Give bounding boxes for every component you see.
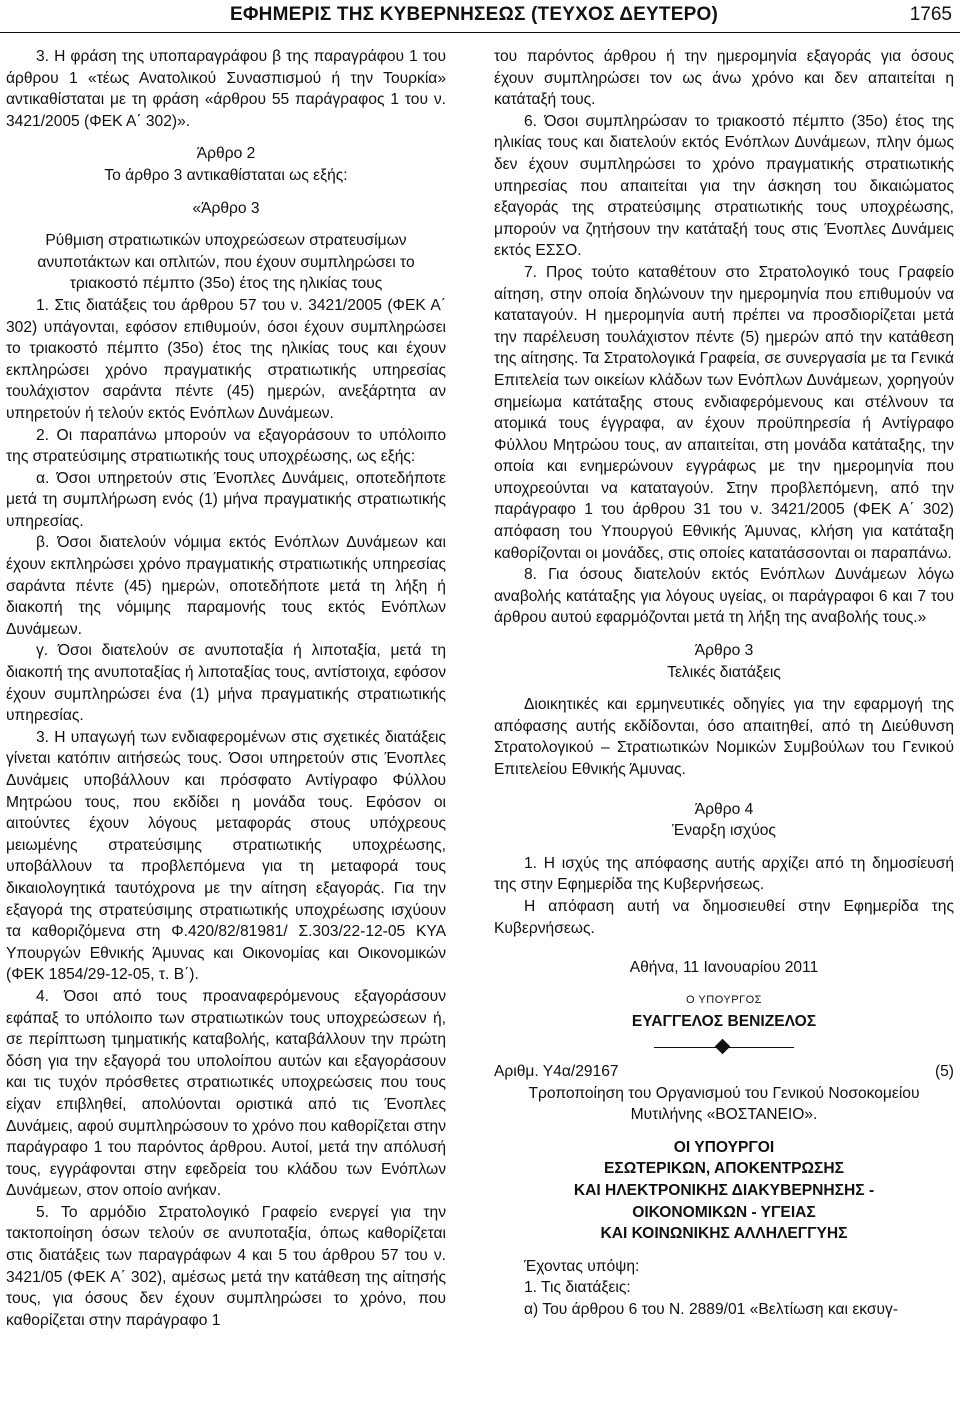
paragraph: 8. Για όσους διατελούν εκτός Ενόπλων Δυνάμεων λόγω αναβολής κατάταξης για λόγους υγείας, οι παράγραφοι 6 και 7 του άρθρου αυτού εφαρμόζονται μετά τη λήξη της αναβολής τους.» bbox=[494, 566, 954, 627]
paragraph: 5. Το αρμόδιο Στρατολογικό Γραφείο ενεργεί για την τακτοποίηση όσων τελούν σε ανυποταξία, όπως καθορίζεται στις διατάξεις των παραγράφων 4 και 5 του άρθρου 57 του ν. 3421/05 (ΦΕΚ Α΄ 302), αμέσως μετά την κατάθεση της αίτησής τους, για όσους δεν έχουν συμπληρώσει το χρόνο, που καθορίζεται στην παράγραφο 1 bbox=[6, 1203, 446, 1329]
minister-label: Ο ΥΠΟΥΡΓΟΣ bbox=[686, 993, 762, 1006]
paragraph: γ. Όσοι διατελούν σε ανυποταξία ή λιποταξία, μετά τη διακοπή της ανυποταξίας ή λιποταξίας τους, αντίστοιχα, εφόσον έχουν συμπληρώσει ένα (1) μήνα πραγματικής στρατιωτικής υπηρεσίας. bbox=[6, 642, 446, 725]
ministers-heading-line: ΚΑΙ ΗΛΕΚΤΡΟΝΙΚΗΣ ΔΙΑΚΥΒΕΡΝΗΣΗΣ - bbox=[573, 1181, 875, 1199]
paragraph: 7. Προς τούτο καταθέτουν στο Στρατολογικό τους Γραφείο αίτηση, στην οποία δηλώνουν την ημερομηνία που επιθυμούν να καταταγούν. Η ημερομηνία αυτή πρέπει να προσδιορίζεται μετά την παρέλευση τουλάχιστον πέντε (5) ημερών από την κατάθεση της αίτησης. Τα Στρατολογικά Γραφεία, σε συνεργασία με τα Γενικά Επιτελεία των οικείων κλάδων των Ενόπλων Δυνάμεων, χορηγούν σημείωμα κατάταξης στους ενδιαφερόμενους και στέλνουν τα ατομικά τους έγγραφα, αν έχουν προϋπηρεσία ή Αντίγραφο Φύλλου Μητρώου τους, αν απαιτείται, στη μονάδα κατάταξης, την οποία και ενημερώνουν εγγράφως με την ημερομηνία που υποχρεούνται να καταταγούν. Στην προβλεπόμενη, από την παράγραφο 1 του άρθρου 31 του ν. 3421/2005 (ΦΕΚ Α΄ 302) απόφαση του Υπουργού Εθνικής Άμυνας, κλήση για κατάταξη καθορίζονται οι μονάδες, στις οποίες κατατάσσονται οι παραπάνω. bbox=[494, 263, 954, 562]
article-intro: Το άρθρο 3 αντικαθίσταται ως εξής: bbox=[104, 166, 348, 184]
article-subtitle: Ρύθμιση στρατιωτικών υποχρεώσεων στρατευσίμων ανυποτάκτων και οπλιτών, που έχουν συμπληρώσει το τριακοστό πέμπτο (35ο) έτος της ηλικίας τους bbox=[37, 232, 415, 293]
paragraph: 3. Η υπαγωγή των ενδιαφερομένων στις σχετικές διατάξεις γίνεται κατόπιν αιτήσεώς τους. Όσοι υπηρετούν στις Ένοπλες Δυνάμεις υποβάλλουν και πρόσφατο Αντίγραφο Φύλλου Μητρώου τους, που εκδίδει η μονάδα τους. Εφόσον οι αιτούντες έχουν λόγους μεταφοράς στους υπόχρεους μειωμένης στρατεύσιμης στρατιωτικής υποχρέωσης, υποβάλλουν τα προβλεπόμενα για τη μεταφορά τους δικαιολογητικά ταυτόχρονα με την αίτηση εξαγοράς. Για την εξαγορά της στρατεύσιμης στρατιωτικής υποχρέωσης ισχύουν τα καθοριζόμενα στη Φ.420/82/81981/ Σ.303/22-12-05 ΚΥΑ Υπουργών Εθνικής Άμυνας και Οικονομίας και Οικονομικών (ΦΕΚ 1854/29-12-05, τ. Β΄). bbox=[6, 728, 446, 984]
section-divider bbox=[494, 1039, 954, 1057]
date-line: Αθήνα, 11 Ιανουαρίου 2011 bbox=[629, 959, 819, 977]
article-subtitle: Έναρξη ισχύος bbox=[672, 822, 776, 840]
paragraph: 2. Οι παραπάνω μπορούν να εξαγοράσουν το υπόλοιπο της στρατεύσιμης στρατιωτικής τους υποχρέωσης, ως εξής: bbox=[6, 426, 446, 466]
ministers-heading-line: ΟΙ ΥΠΟΥΡΓΟΙ bbox=[673, 1138, 775, 1156]
paragraph: 4. Όσοι από τους προαναφερόμενους εξαγοράσουν εφάπαξ το υπόλοιπο των στρατιωτικών τους υποχρεώσεων ή, σε περίπτωση τμηματικής καταβολής, καταβάλλουν την πρώτη δόση για την εξαγορά του υπολοίπου αυτών και εξαγοράσουν και τις τυχόν πρόσθετες στρατιωτικές υποχρεώσεις που τους είχαν επιβληθεί, απολύονται οριστικά από τις Ένοπλες Δυνάμεις, αφού συμπληρώσουν το χρόνο που καθορίζεται στην παράγραφο 1 του παρόντος άρθρου. Αυτοί, μετά την απόλυσή τους, εγγράφονται στην εφεδρεία του κλάδου των Ενόπλων Δυνάμεων, στον οποίο ανήκαν. bbox=[6, 987, 446, 1200]
decision-title: Τροποποίηση του Οργανισμού του Γενικού Νοσοκομείου Μυτιλήνης «ΒΟΣΤΑΝΕΙΟ». bbox=[528, 1084, 920, 1124]
paragraph: 1. Η ισχύς της απόφασης αυτής αρχίζει από τη δημοσίευσή της στην Εφημερίδα της Κυβερνήσεως. bbox=[494, 854, 954, 894]
paragraph: Διοικητικές και ερμηνευτικές οδηγίες για την εφαρμογή της απόφασης αυτής εκδίδονται, όσο απαιτηθεί, από τη Διεύθυνση Στρατολογικού – Στρατιωτικών Νομικών Συμβούλων του Γενικού Επιτελείου Εθνικής Άμυνας. bbox=[494, 696, 954, 778]
page-header bbox=[0, 0, 960, 34]
paragraph: Η απόφαση αυτή να δημοσιευθεί στην Εφημερίδα της Κυβερνήσεως. bbox=[494, 897, 954, 937]
ministers-heading-line: ΚΑΙ ΚΟΙΝΩΝΙΚΗΣ ΑΛΛΗΛΕΓΓΥΗΣ bbox=[600, 1225, 848, 1243]
header-rule bbox=[0, 32, 960, 33]
article-heading: Άρθρο 3 bbox=[694, 642, 754, 660]
paragraph: β. Όσοι διατελούν νόμιμα εκτός Ενόπλων Δυνάμεων και έχουν εκπληρώσει χρόνο πραγματικής στρατιωτικής υπηρεσίας σαράντα πέντε (45) ημερών, οποτεδήποτε μετά τη λήξη ή διακοπή της νόμιμης παραμονής τους εκτός Ενόπλων Δυνάμεων. bbox=[6, 534, 446, 638]
article-heading: Άρθρο 2 bbox=[196, 145, 256, 163]
article-heading: Άρθρο 4 bbox=[694, 800, 754, 818]
paragraph: 6. Όσοι συμπληρώσαν το τριακοστό πέμπτο (35ο) έτος της ηλικίας τους και διατελούν εκτός Ενόπλων Δυνάμεων, πλην όμως δεν έχουν συμπληρώσει το χρόνο πραγματικής στρατιωτικής υπηρεσίας που απαιτείται για την άσκηση του δικαιώματος εξαγοράς της στρατεύσιμης στρατιωτικής τους υποχρέωσης, μπορούν να ζητήσουν την κατάταξή τους στις Ένοπλες Δυνάμεις εκτός ΕΣΣΟ. bbox=[494, 112, 954, 260]
ministers-heading-line: ΟΙΚΟΝΟΜΙΚΩΝ - ΥΓΕΙΑΣ bbox=[632, 1203, 816, 1221]
gazette-title: ΕΦΗΜΕΡΙΣ ΤΗΣ ΚΥΒΕΡΝΗΣΕΩΣ (ΤΕΥΧΟΣ ΔΕΥΤΕΡΟ) bbox=[230, 4, 718, 25]
diamond-icon bbox=[715, 1039, 731, 1055]
decision-number-row bbox=[494, 1061, 954, 1083]
decision-index: (5) bbox=[934, 1062, 954, 1080]
paragraph: Έχοντας υπόψη: bbox=[524, 1257, 640, 1275]
ministers-heading-line: ΕΣΩΤΕΡΙΚΩΝ, ΑΠΟΚΕΝΤΡΩΣΗΣ bbox=[603, 1160, 844, 1178]
paragraph: του παρόντος άρθρου ή την ημερομηνία εξαγοράς για όσους έχουν συμπληρώσει τον ως άνω χρόνο και δεν απαιτείται η κατάταξή τους. bbox=[494, 48, 954, 109]
page-number: 1765 bbox=[909, 4, 952, 25]
decision-number: Αριθμ. Υ4α/29167 bbox=[494, 1062, 619, 1080]
paragraph: 1. Στις διατάξεις του άρθρου 57 του ν. 3421/2005 (ΦΕΚ Α΄ 302) υπάγονται, εφόσον επιθυμούν, όσοι έχουν συμπληρώσει το τριακοστό πέμπτο (35ο) έτος της ηλικίας τους και έχουν εκπληρώσει χρόνο πραγματικής στρατιωτικής υπηρεσίας τουλάχιστον σαράντα πέντε (45) ημερών, ανεξάρτητα αν υπηρετούν ή τελούν εκτός Ενόπλων Δυνάμεων. bbox=[6, 296, 446, 422]
right-column bbox=[494, 46, 954, 1320]
minister-name: ΕΥΑΓΓΕΛΟΣ ΒΕΝΙΖΕΛΟΣ bbox=[631, 1013, 817, 1031]
article-subtitle: Τελικές διατάξεις bbox=[667, 663, 781, 681]
paragraph: α) Του άρθρου 6 του Ν. 2889/01 «Βελτίωση και εκσυγ- bbox=[524, 1300, 899, 1318]
paragraph: 1. Τις διατάξεις: bbox=[524, 1279, 631, 1297]
left-column bbox=[6, 46, 446, 1331]
paragraph: 3. Η φράση της υποπαραγράφου β της παραγράφου 1 του άρθρου 1 «τέως Ανατολικού Συνασπισμού ή την Τουρκία» αντικαθίσταται με τη φράση «άρθρου 55 παράγραφος 1 του ν. 3421/2005 (ΦΕΚ Α΄ 302)». bbox=[6, 48, 446, 130]
article-heading: «Άρθρο 3 bbox=[192, 199, 260, 217]
paragraph: α. Όσοι υπηρετούν στις Ένοπλες Δυνάμεις, οποτεδήποτε μετά τη συμπλήρωση ενός (1) μήνα πραγματικής στρατιωτικής υπηρεσίας. bbox=[6, 469, 446, 530]
